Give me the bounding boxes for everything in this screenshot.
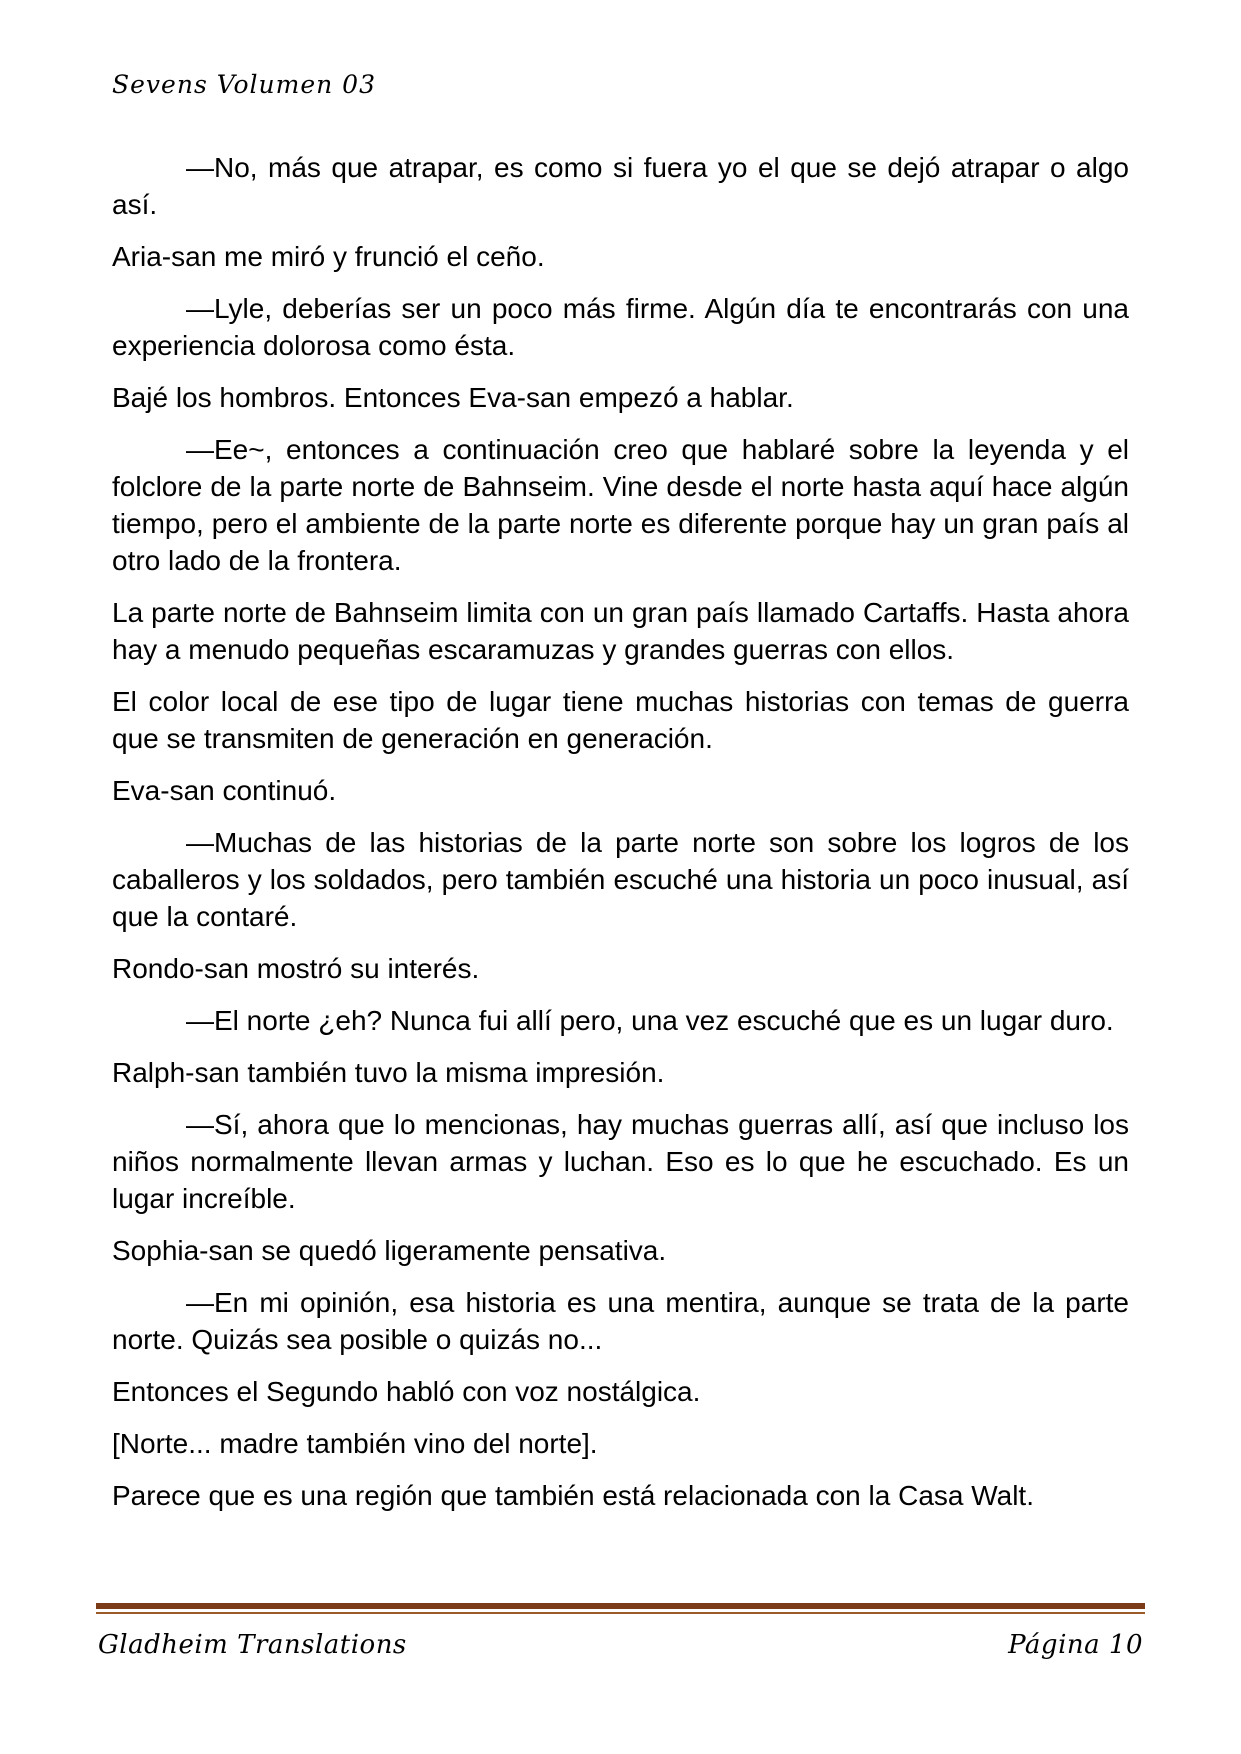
paragraph: Ralph-san también tuvo la misma impresión. <box>112 1057 665 1088</box>
footer-divider-rule <box>96 1603 1145 1614</box>
paragraph: Bajé los hombros. Entonces Eva-san empezó a hablar. <box>112 382 794 413</box>
paragraph: —Muchas de las historias de la parte norte son sobre los logros de los caballeros y los soldados, pero también escuché una historia un poco inusual, así que la contaré. <box>112 827 1129 932</box>
footer-rule-thin-line <box>96 1612 1145 1614</box>
paragraph: —Lyle, deberías ser un poco más firme. Algún día te encontrarás con una experiencia dolorosa como ésta. <box>112 293 1129 361</box>
paragraph: [Norte... madre también vino del norte]. <box>112 1428 598 1459</box>
paragraph: Sophia-san se quedó ligeramente pensativa. <box>112 1235 667 1266</box>
paragraph: —En mi opinión, esa historia es una mentira, aunque se trata de la parte norte. Quizás sea posible o quizás no... <box>112 1287 1129 1355</box>
page-footer <box>98 1630 1143 1660</box>
paragraph: Entonces el Segundo habló con voz nostálgica. <box>112 1376 701 1407</box>
page-header-title: Sevens Volumen 03 <box>112 70 376 99</box>
paragraph: —El norte ¿eh? Nunca fui allí pero, una vez escuché que es un lugar duro. <box>186 1005 1114 1036</box>
body-text <box>112 149 1129 1529</box>
paragraph: Rondo-san mostró su interés. <box>112 953 480 984</box>
paragraph: Aria-san me miró y frunció el ceño. <box>112 241 545 272</box>
footer-page-number: Página 10 <box>1008 1630 1143 1660</box>
paragraph: —Sí, ahora que lo mencionas, hay muchas guerras allí, así que incluso los niños normalmente llevan armas y luchan. Eso es lo que he escuchado. Es un lugar increíble. <box>112 1109 1129 1214</box>
paragraph: Eva-san continuó. <box>112 775 337 806</box>
paragraph: El color local de ese tipo de lugar tiene muchas historias con temas de guerra que se transmiten de generación en generación. <box>112 686 1129 754</box>
paragraph: —No, más que atrapar, es como si fuera yo el que se dejó atrapar o algo así. <box>112 152 1129 220</box>
footer-translator-credit: Gladheim Translations <box>98 1630 407 1660</box>
paragraph: —Ee~, entonces a continuación creo que hablaré sobre la leyenda y el folclore de la parte norte de Bahnseim. Vine desde el norte hasta aquí hace algún tiempo, pero el ambiente de la parte norte es diferente porque hay un gran país al otro lado de la frontera. <box>112 434 1129 576</box>
paragraph: La parte norte de Bahnseim limita con un gran país llamado Cartaffs. Hasta ahora hay a menudo pequeñas escaramuzas y grandes guerras con ellos. <box>112 597 1129 665</box>
paragraph: Parece que es una región que también está relacionada con la Casa Walt. <box>112 1480 1034 1511</box>
